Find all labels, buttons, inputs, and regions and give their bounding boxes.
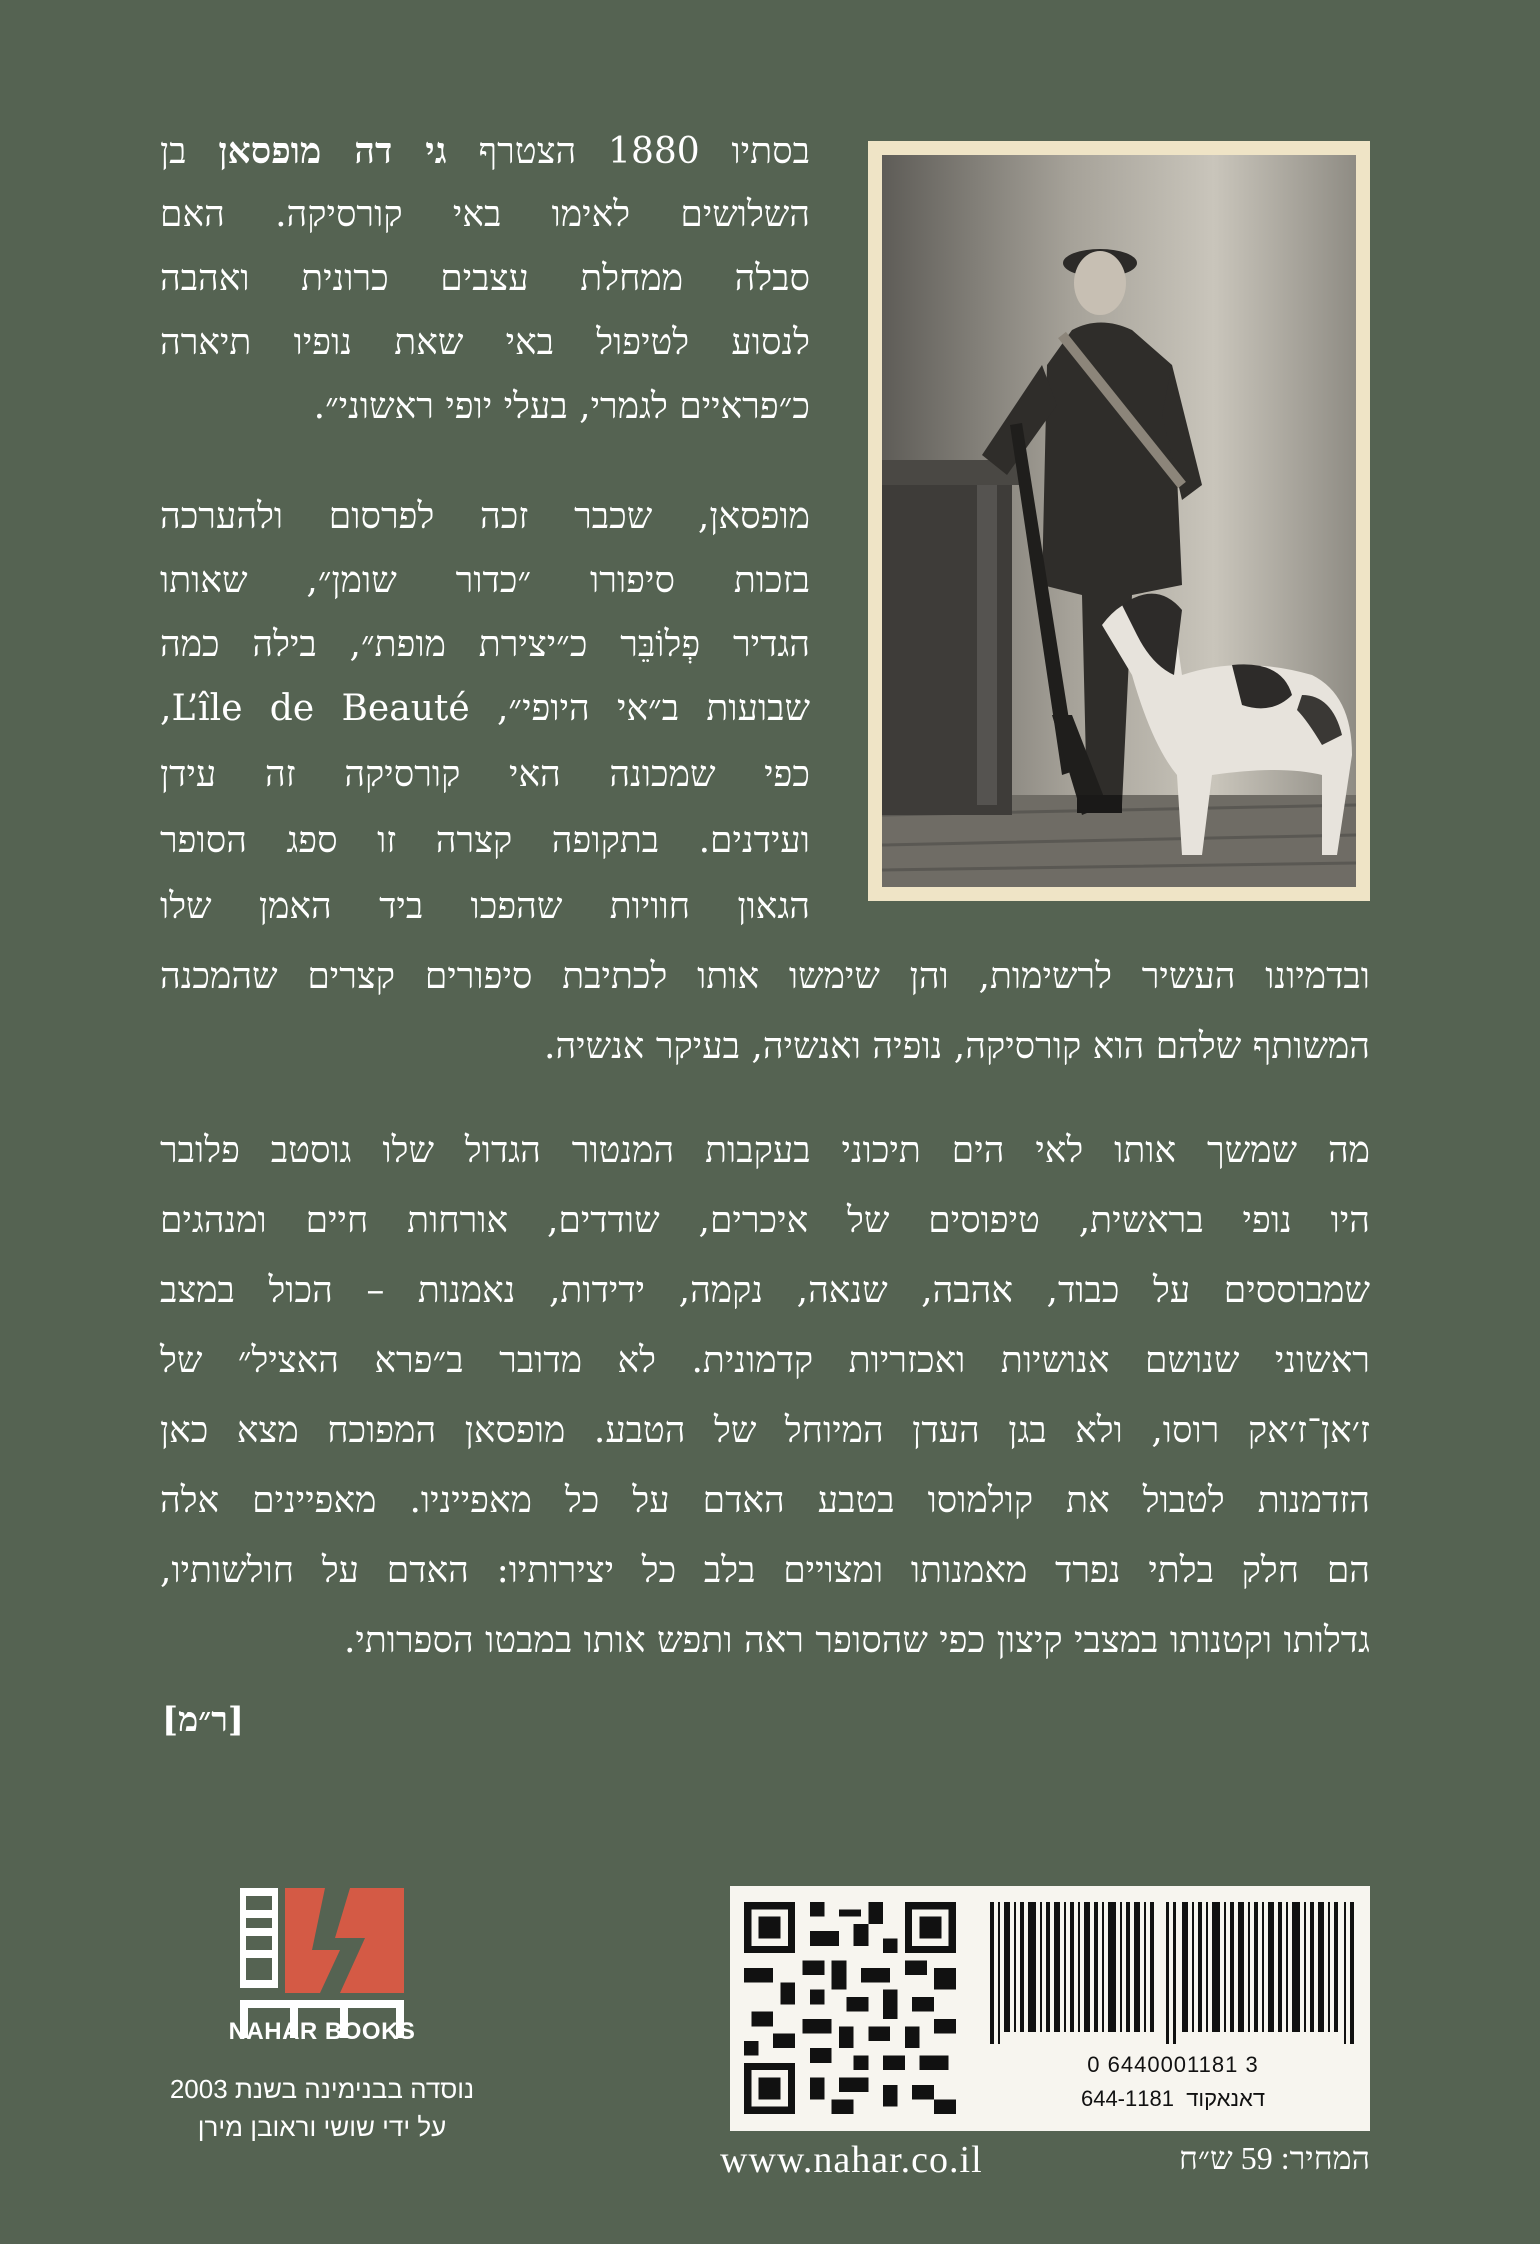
founded-line-2: על ידי שושי וראובן מירן [197,2112,447,2142]
paragraph-3-line: היו נופי בראשית, טיפוסים של איכרים, שודדים, אורחות חיים ומנהגים [160,1200,1370,1241]
paragraph-3-line: מה שמשך אותו לאי הים תיכוני בעקבות המנטור הגדול שלו גוסטב פלובר [160,1130,1370,1171]
paragraph-3-line: הם חלק בלתי נפרד מאמנותו ומצויים בלב כל יצירותיו: האדם על חולשותיו, [160,1550,1370,1591]
paragraph-3-line: הזדמנות לטבול את קולמוסו בטבע האדם על כל מאפייניו. מאפיינים אלה [160,1480,1370,1521]
paragraph-3-line: שמבוססים על כבוד, אהבה, שנאה, נקמה, ידידות, נאמנות – הכול במצב [160,1270,1370,1311]
publisher-founded [150,2070,494,2146]
paragraph-3-line: ז׳אן־ז׳אק רוסו, ולא בגן העדן המיוחל של הטבע. מופסאן המפוכח מצא כאן [160,1410,1370,1451]
paragraph-2-line: הגדיר פְלוֹבֵּר כ״יצירת מופת״, בילה כמה [160,624,810,665]
paragraph-2-line: המשותף שלהם הוא קורסיקה, נופיה ואנשיה, בעיקר אנשיה. [544,1026,1370,1067]
price: המחיר: 59 ש״ח [1178,2140,1370,2176]
author-photo-frame [868,141,1370,901]
qr-code-icon [744,1902,956,2114]
founded-line-1: נוסדה בבנימינה בשנת 2003 [169,2074,475,2104]
paragraph-2-line: ועידנים. בתקופה קצרה זו ספג הסופר [160,820,810,861]
paragraph-2-line: שבועות ב״אי היופי״, L’île de Beauté, [160,688,811,729]
paragraph-1-line: סבלה ממחלת עצבים כרונית ואהבה [160,258,810,299]
paragraph-1-line-1: בסתיו 1880 הצטרף גי דה מופסאן בן [160,130,810,172]
signature: [ר״מ] [162,1700,244,1740]
logo-english-name: NAHAR BOOKS [228,2018,416,2045]
paragraph-1-line: השלושים לאימו באי קורסיקה. האם [160,194,810,235]
paragraph-1-line: לנסוע לטיפול באי שאת נופיו תיארה [160,322,810,363]
website-link[interactable]: www.nahar.co.il [720,2139,983,2181]
danacode-label: דאנאקוד [1186,2086,1266,2111]
paragraph-2-line: ובדמיונו העשיר לרשימות, והן שימשו אותו לכתיבת סיפורים קצרים שהמכנה [160,956,1370,997]
barcode-box [730,1886,1370,2131]
hunter-with-dog-image [882,155,1356,887]
danacode-value: 644-1181 [1080,2086,1174,2111]
author-photo [882,155,1356,887]
paragraph-2-line: הגאון חוויות שהפכו ביד האמן שלו [160,886,810,927]
paragraph-3-line: גדלותו וקטנותו במצבי קיצון כפי שהסופר ראה ותפש אותו במבטו הספרותי. [343,1620,1370,1661]
danacode [990,2086,1356,2112]
barcode-number: 0 6440001181 3 [1087,2052,1259,2077]
paragraph-3-line: ראשוני שנושם אנושיות ואכזריות קדמונית. לא מדובר ב״פרא האציל״ של [160,1340,1370,1381]
paragraph-2-line: מופסאן, שכבר זכה לפרסום ולהערכה [160,496,810,537]
paragraph-1-line: כ״פראיים לגמרי, בעלי יופי ראשוני״. [313,386,810,427]
paragraph-2-line: כפי שמכונה האי קורסיקה זה עידן [160,754,810,795]
barcode-icon [990,1902,1356,2044]
paragraph-2-line: בזכות סיפורו ״כדור שומן״, שאותו [160,560,810,601]
